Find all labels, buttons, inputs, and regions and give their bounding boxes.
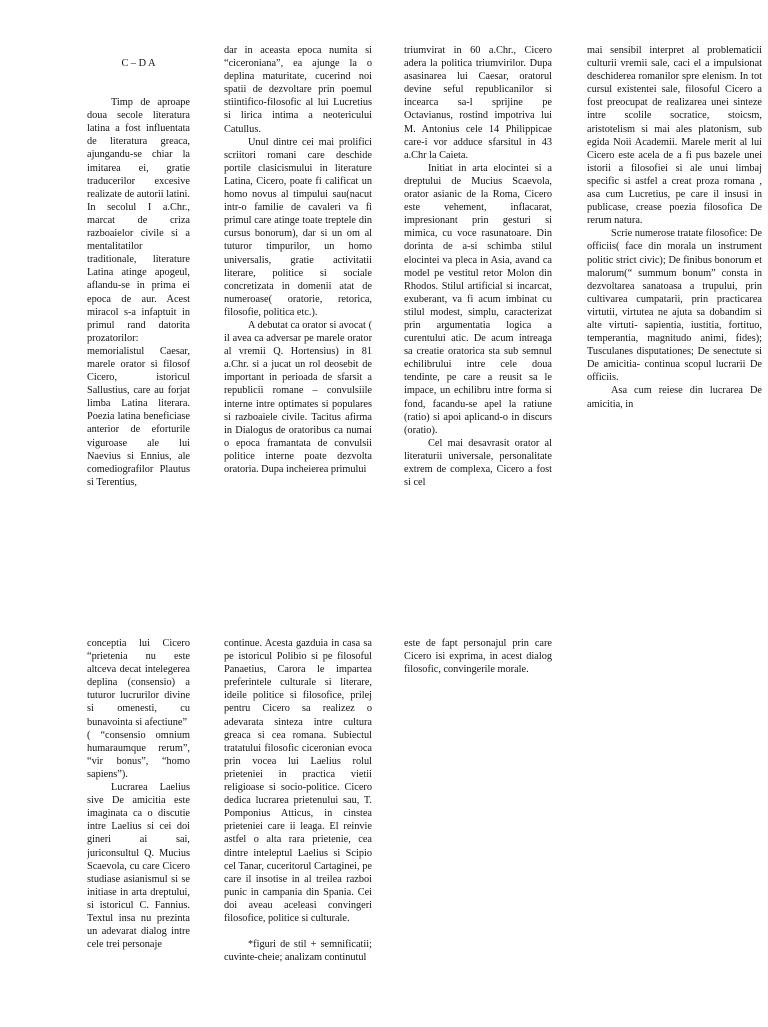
- column-4: [587, 44, 762, 540]
- paragraph: Lucrarea Laelius sive De amicitia este imaginata ca o discutie intre Laelius si cei doi gineri ai sai, juriconsultul Q. Mucius Scaevola, cu care Cicero studiase asianismul si se initiase in arta dreptului, si istoricul C. Fannius. Textul insa nu prezinta un adevarat dialog intre cele trei personaje: [87, 782, 190, 951]
- paragraph: continue. Acesta gazduia in casa sa pe istoricul Polibio si pe filosoful Panaetius, Carora le impartea preferintele culturale si literare, ideile politice si filosofice, prilej pentru Cicero sa realizez o adevarata sinteza intre cultura greaca si cea romana. Subiectul tratatului filosofic ciceronian evoca prin vocea lui Laelius rolul prieteniei in practica vietii religioase si socio-politice. Cicero dedica lucrarea prietenului sau, T. Pomponius Atticus, in cinstea prieteniei care ii leaga. El reinvie astfel o alta rara prietenie, cea dintre inteleptul Laelius si Scipio cel Tanar, cuceritorul Cartaginei, pe care il insotise in al treilea razboi punic in campania din Spania. Cei doi aveau aceleasi convingeri filosofice, politice si culturale.: [224, 638, 372, 924]
- column-7: [404, 637, 552, 717]
- paragraph: Scrie numerose tratate filosofice: De officiis( face din morala un instrument politic strict civic); De finibus bonorum et malorum(“ summum bonum” consta in dezvoltarea sanatoasa a trupului, prin cultivarea cumpatarii, prin practicarea virtutii, virtutea ne ajuta sa dobandim si alte virtuti- sapientia, iustitia, fortituo, temperantia, magnitudo animi, fides); Tusculanes disputationes; De senectute si De amicitia- continua scopul lucrarii De officiis.: [587, 228, 762, 384]
- paragraph: triumvirat in 60 a.Chr., Cicero adera la politica triumvirilor. Dupa asasinarea lui Caesar, oratorul devine seful republicanilor si incearca sa-l sprijine pe Octavianus, rostind impotriva lui M. Antonius cele 14 Philippicae care-i vor adduce sfarsitul in 43 a.Chr la Caieta.: [404, 45, 552, 161]
- paragraph: este de fapt personajul prin care Cicero isi exprima, in acest dialog filosofic, convingerile morale.: [404, 638, 552, 676]
- paragraph: dar in aceasta epoca numita si “ciceroniana”, ea ajunge la o deplina maturitate, cucerind noi spatii de dezvoltare prin poemul stiintifico-filosofic al lui Lucretius si lirica intima a neotericului Catullus.: [224, 45, 372, 135]
- paragraph: ( “consensio omnium humaraumque rerum”, “vir bonus”, “homo sapiens”).: [87, 729, 190, 780]
- document-title: C – D A: [121, 58, 156, 69]
- column-6: [224, 637, 372, 1027]
- paragraph: Initiat in arta elocintei si a dreptului de Mucius Scaevola, orator asianic de la Roma, Cicero este vehement, inflacarat, impresionant prin gesturi si mimica, cu voce rasunatoare. Din dorinta de a-si schimba stilul elocintei va pleca in Asia, avand ca model pe vestitul retor Molon din Rhodos. Stilul artificial si incarcat, exuberant, va fi acum imbinat cu stilul modest, simplu, caracterizat prin argumentatia logica a curentului atic. De acum intreaga sa creatie oratorica sta sub semnul echilibrului intre cele doua tendinte, pe care a reusit sa le impace, un echilibru intre forma si fond, facandu-se apel la ratiune (ratio) si apoi aplicand-o in discurs (oratio).: [404, 162, 552, 436]
- note-paragraph: *figuri de stil + semnificatii; cuvinte-cheie; analizam continutul: [224, 939, 372, 964]
- paragraph: Cel mai desavrasit orator al literaturii universale, personalitate extrem de complexa, Cicero a fost si cel: [404, 437, 552, 489]
- paragraph: Timp de aproape doua secole literatura latina a fost influentata de literatura greaca, ajungandu-se chiar la imitarea ei, gratie traducerilor excesive realizate de autorii latini. In secolul I a.Chr., marcat de criza razboaielor civile si a mentalitatilor traditionale, literature Latina atinge apogeul, aflandu-se in prima ei epoca de aur. Acest miracol s-a infaptuit in primul rand datorita prozatorilor: memorialistul Caesar, marele orator si filosof Cicero, istoricul Sallustius, care au forjat limba Latina literara. Poezia latina beneficiase anterior de eforturile viguroase ale lui Naevius si Ennius, ale comediografilor Plautus si Terentius,: [87, 97, 190, 488]
- paragraph: Asa cum reiese din lucrarea De amicitia, in: [587, 385, 762, 410]
- column-1: [87, 44, 190, 540]
- paragraph: conceptia lui Cicero “prietenia nu este altceva decat intelegerea deplina (consensio) a tuturor lucrurilor divine si omenesti, cu bunavointa si afectiune”: [87, 638, 190, 728]
- paragraph: A debutat ca orator si avocat ( il avea ca adversar pe marele orator al vremii Q. Hortensius) in 81 a.Chr. si a jucat un rol deosebit de important in perioada de sfarsit a republicii romane – convulsiile interne intre optimates si populares si razboaiele civile. Tacitus afirma in Dialogus de oratoribus ca numai o epoca framantata de convulsii politice interne poate dezvolta oratoria. Dupa incheierea primului: [224, 319, 372, 475]
- column-2: [224, 44, 372, 540]
- column-5: [87, 637, 190, 1027]
- column-3: [404, 44, 552, 540]
- paragraph: Unul dintre cei mai prolifici scriitori romani care deschide portile clasicismului in literature Latina, Cicero, poate fi calificat un homo novus al timpului sau(nacut intr-o familie de cavaleri va fi primul care atinge toate treptele din cursus bonorum), dar si un om al tuturor timpurilor, un homo universalis, gratie activitatii literare, politice si sociale concretizata in domenii atat de numeroase( oratorie, retorica, filosofie, politica etc.).: [224, 136, 372, 318]
- paragraph: mai sensibil interpret al problematicii culturii vremii sale, caci el a impulsionat deschiderea romanilor spre elenism. In tot cursul existentei sale, filosoful Cicero a fost preocupat de realizarea unei sinteze intre scolile socratice, stoicsm, aristotelism si mai ales platonism, sub egida Noii Academii. Marele merit al lui Cicero este acela de a fi pus bazele unei istorii a filosofiei si ale unui limbaj specific si astfel a creat proza romana , asa cum Lucretius, pe care il insusi in publicase, crease poezia filosofica De rerum natura.: [587, 45, 762, 227]
